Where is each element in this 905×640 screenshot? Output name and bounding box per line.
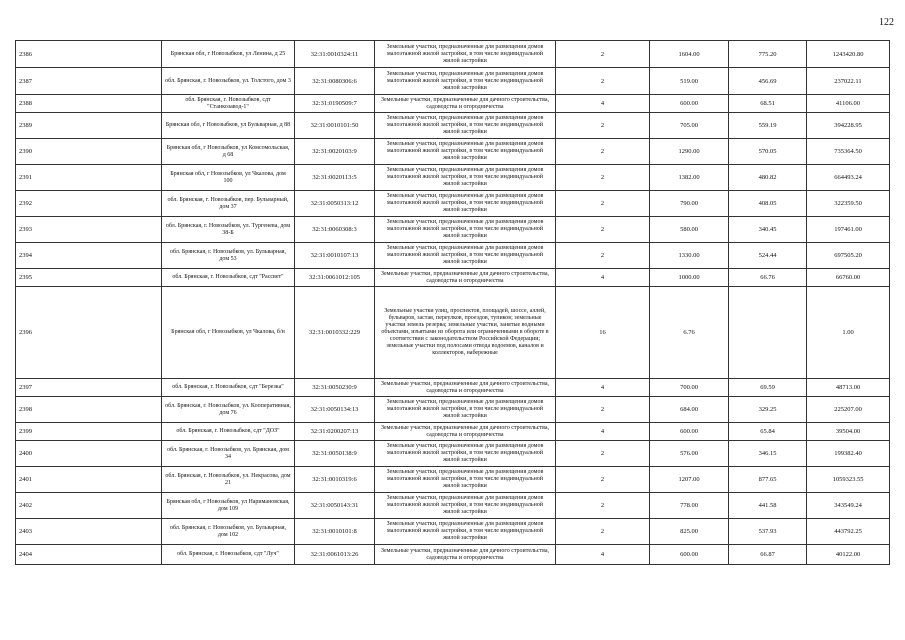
- address-cell: обл. Брянская, г. Новозыбков, ул. Кооперативная, дом 76: [162, 397, 295, 423]
- table-row: [16, 68, 890, 95]
- table-row: [16, 139, 890, 165]
- group-cell: 4: [556, 95, 650, 113]
- table-row: [16, 493, 890, 519]
- specific-value-cell: 329.25: [729, 397, 807, 423]
- area-cell: 1382.00: [650, 165, 729, 191]
- group-cell: 2: [556, 191, 650, 217]
- specific-value-cell: 524.44: [729, 243, 807, 269]
- table-body: [16, 41, 890, 565]
- page-number: 122: [879, 17, 894, 28]
- area-cell: 825.00: [650, 519, 729, 545]
- specific-value-cell: 68.51: [729, 95, 807, 113]
- group-cell: 2: [556, 467, 650, 493]
- group-cell: 4: [556, 269, 650, 287]
- table-row: [16, 191, 890, 217]
- group-cell: 2: [556, 139, 650, 165]
- land-use-cell: Земельные участки, предназначенные для размещения домов малоэтажной жилой застройки, в том числе индивидуальной жилой застройки: [375, 68, 556, 95]
- land-use-cell: Земельные участки, предназначенные для размещения домов малоэтажной жилой застройки, в том числе индивидуальной жилой застройки: [375, 519, 556, 545]
- specific-value-cell: 456.69: [729, 68, 807, 95]
- land-use-cell: Земельные участки, предназначенные для дачного строительства, садоводства и огородничества: [375, 545, 556, 565]
- cadastral-number-cell: 32:31:0020113:5: [295, 165, 375, 191]
- cadastral-value-cell: 735364.50: [807, 139, 890, 165]
- land-use-cell: Земельные участки, предназначенные для размещения домов малоэтажной жилой застройки, в том числе индивидуальной жилой застройки: [375, 397, 556, 423]
- row-number-cell: 2389: [16, 113, 162, 139]
- row-number-cell: 2395: [16, 269, 162, 287]
- row-number-cell: 2403: [16, 519, 162, 545]
- cadastral-value-cell: 41106.00: [807, 95, 890, 113]
- cadastral-value-cell: 394228.95: [807, 113, 890, 139]
- specific-value-cell: 346.15: [729, 441, 807, 467]
- land-use-cell: Земельные участки, предназначенные для размещения домов малоэтажной жилой застройки, в том числе индивидуальной жилой застройки: [375, 217, 556, 243]
- land-use-cell: Земельные участки, предназначенные для дачного строительства, садоводства и огородничества: [375, 423, 556, 441]
- cadastral-number-cell: 32:31:0010107:13: [295, 243, 375, 269]
- cadastral-value-cell: 48713.00: [807, 379, 890, 397]
- area-cell: 576.00: [650, 441, 729, 467]
- land-use-cell: Земельные участки, предназначенные для размещения домов малоэтажной жилой застройки, в том числе индивидуальной жилой застройки: [375, 113, 556, 139]
- cadastral-value-cell: 343549.24: [807, 493, 890, 519]
- specific-value-cell: 480.82: [729, 165, 807, 191]
- area-cell: 700.00: [650, 379, 729, 397]
- table-row: [16, 441, 890, 467]
- land-use-cell: Земельные участки, предназначенные для размещения домов малоэтажной жилой застройки, в том числе индивидуальной жилой застройки: [375, 191, 556, 217]
- land-use-cell: Земельные участки, предназначенные для дачного строительства, садоводства и огородничества: [375, 95, 556, 113]
- area-cell: 600.00: [650, 95, 729, 113]
- address-cell: обл. Брянская, г. Новозыбков, ул. Бульварная, дом 102: [162, 519, 295, 545]
- table-row: [16, 519, 890, 545]
- cadastral-number-cell: 32:31:0010319:6: [295, 467, 375, 493]
- area-cell: 684.00: [650, 397, 729, 423]
- cadastral-number-cell: 32:31:0050138:9: [295, 441, 375, 467]
- cadastral-value-cell: 1.00: [807, 287, 890, 379]
- group-cell: 4: [556, 379, 650, 397]
- land-use-cell: Земельные участки улиц, проспектов, площадей, шоссе, аллей, бульваров, застав, переулков, проездов, тупиков; земельные участки земель резерва; земельные участки, занятые водными объектами, изъятыми из оборота или ограниченными в обороте в соответствии с законодательством Российской Федерации; земельные участки под полосами отвода водоемов, каналов и коллекторов, набережные: [375, 287, 556, 379]
- land-use-cell: Земельные участки, предназначенные для размещения домов малоэтажной жилой застройки, в том числе индивидуальной жилой застройки: [375, 467, 556, 493]
- cadastral-value-cell: 664493.24: [807, 165, 890, 191]
- group-cell: 2: [556, 519, 650, 545]
- table-row: [16, 467, 890, 493]
- cadastral-value-cell: 39504.00: [807, 423, 890, 441]
- area-cell: 1290.00: [650, 139, 729, 165]
- row-number-cell: 2386: [16, 41, 162, 68]
- cadastral-value-cell: 225207.00: [807, 397, 890, 423]
- address-cell: обл. Брянская, г. Новозыбков, ул. Некрасова, дом 21: [162, 467, 295, 493]
- area-cell: 580.00: [650, 217, 729, 243]
- group-cell: 2: [556, 41, 650, 68]
- address-cell: обл. Брянская, г. Новозыбков, сдт "Рассвет": [162, 269, 295, 287]
- group-cell: 4: [556, 545, 650, 565]
- area-cell: 519.00: [650, 68, 729, 95]
- land-use-cell: Земельные участки, предназначенные для размещения домов малоэтажной жилой застройки, в том числе индивидуальной жилой застройки: [375, 165, 556, 191]
- cadastral-number-cell: 32:31:0050230:9: [295, 379, 375, 397]
- cadastral-number-cell: 32:31:0190509:7: [295, 95, 375, 113]
- group-cell: 2: [556, 165, 650, 191]
- specific-value-cell: 775.20: [729, 41, 807, 68]
- row-number-cell: 2391: [16, 165, 162, 191]
- group-cell: 2: [556, 68, 650, 95]
- row-number-cell: 2399: [16, 423, 162, 441]
- table-row: [16, 423, 890, 441]
- cadastral-number-cell: 32:31:0020103:9: [295, 139, 375, 165]
- address-cell: Брянская обл, г Новозыбков, ул Чкалова, б/н: [162, 287, 295, 379]
- cadastral-number-cell: 32:31:0050313:12: [295, 191, 375, 217]
- specific-value-cell: 66.76: [729, 269, 807, 287]
- land-use-cell: Земельные участки, предназначенные для дачного строительства, садоводства и огородничества: [375, 379, 556, 397]
- specific-value-cell: 66.87: [729, 545, 807, 565]
- table-row: [16, 113, 890, 139]
- address-cell: обл. Брянская, г. Новозыбков, сдт "Станкозавод-1": [162, 95, 295, 113]
- group-cell: 2: [556, 243, 650, 269]
- area-cell: 600.00: [650, 545, 729, 565]
- group-cell: 2: [556, 441, 650, 467]
- specific-value-cell: 69.59: [729, 379, 807, 397]
- specific-value-cell: 570.05: [729, 139, 807, 165]
- row-number-cell: 2396: [16, 287, 162, 379]
- cadastral-number-cell: 32:31:0050143:31: [295, 493, 375, 519]
- cadastral-number-cell: 32:31:0060308:3: [295, 217, 375, 243]
- row-number-cell: 2404: [16, 545, 162, 565]
- table-row: [16, 287, 890, 379]
- row-number-cell: 2394: [16, 243, 162, 269]
- cadastral-number-cell: 32:31:0061013:26: [295, 545, 375, 565]
- row-number-cell: 2397: [16, 379, 162, 397]
- cadastral-value-cell: 322359.50: [807, 191, 890, 217]
- group-cell: 2: [556, 217, 650, 243]
- specific-value-cell: 65.84: [729, 423, 807, 441]
- group-cell: 2: [556, 493, 650, 519]
- row-number-cell: 2387: [16, 68, 162, 95]
- table-row: [16, 397, 890, 423]
- table-row: [16, 165, 890, 191]
- address-cell: обл. Брянская, г. Новозыбков, сдт "Луч": [162, 545, 295, 565]
- land-use-cell: Земельные участки, предназначенные для размещения домов малоэтажной жилой застройки, в том числе индивидуальной жилой застройки: [375, 139, 556, 165]
- group-cell: 2: [556, 113, 650, 139]
- cadastral-number-cell: 32:31:0010324:11: [295, 41, 375, 68]
- cadastral-value-cell: 1243420.80: [807, 41, 890, 68]
- group-cell: 4: [556, 423, 650, 441]
- specific-value-cell: 408.05: [729, 191, 807, 217]
- cadastral-number-cell: 32:31:0010101:8: [295, 519, 375, 545]
- cadastral-value-table: [15, 40, 890, 565]
- row-number-cell: 2388: [16, 95, 162, 113]
- area-cell: 790.00: [650, 191, 729, 217]
- row-number-cell: 2392: [16, 191, 162, 217]
- row-number-cell: 2398: [16, 397, 162, 423]
- specific-value-cell: 441.58: [729, 493, 807, 519]
- area-cell: 600.00: [650, 423, 729, 441]
- area-cell: 1207.00: [650, 467, 729, 493]
- cadastral-value-cell: 697505.20: [807, 243, 890, 269]
- table-row: [16, 95, 890, 113]
- area-cell: 1330.00: [650, 243, 729, 269]
- address-cell: обл. Брянская, г. Новозыбков, ул. Толстого, дом 3: [162, 68, 295, 95]
- cadastral-number-cell: 32:31:0010332:229: [295, 287, 375, 379]
- address-cell: Брянская обл, г Новозыбков, ул Бульварная, д 88: [162, 113, 295, 139]
- land-use-cell: Земельные участки, предназначенные для размещения домов малоэтажной жилой застройки, в том числе индивидуальной жилой застройки: [375, 243, 556, 269]
- group-cell: 16: [556, 287, 650, 379]
- specific-value-cell: 877.65: [729, 467, 807, 493]
- cadastral-number-cell: 32:31:0080306:6: [295, 68, 375, 95]
- address-cell: обл. Брянская, г. Новозыбков, ул. Бульварная, дом 53: [162, 243, 295, 269]
- address-cell: обл. Брянская, г. Новозыбков, ул. Брянская, дом 34: [162, 441, 295, 467]
- cadastral-number-cell: 32:31:0050134:13: [295, 397, 375, 423]
- cadastral-value-cell: 199382.40: [807, 441, 890, 467]
- address-cell: обл. Брянская, г. Новозыбков, пер. Бульварный, дом 37: [162, 191, 295, 217]
- address-cell: Брянская обл, г Новозыбков, ул Чкалова, дом 100: [162, 165, 295, 191]
- table-row: [16, 243, 890, 269]
- land-use-cell: Земельные участки, предназначенные для размещения домов малоэтажной жилой застройки, в том числе индивидуальной жилой застройки: [375, 441, 556, 467]
- cadastral-number-cell: 32:31:0061012:105: [295, 269, 375, 287]
- cadastral-value-cell: 1059323.55: [807, 467, 890, 493]
- specific-value-cell: 559.19: [729, 113, 807, 139]
- table-row: [16, 217, 890, 243]
- cadastral-value-cell: 197461.00: [807, 217, 890, 243]
- address-cell: Брянская обл, г Новозыбков, ул Ленина, д 25: [162, 41, 295, 68]
- table-row: [16, 545, 890, 565]
- address-cell: обл. Брянская, г. Новозыбков, сдт "Березка": [162, 379, 295, 397]
- cadastral-number-cell: 32:31:0010101:50: [295, 113, 375, 139]
- area-cell: 1604.00: [650, 41, 729, 68]
- address-cell: обл. Брянская, г. Новозыбков, ул. Тургенева, дом 38-Б: [162, 217, 295, 243]
- area-cell: 6.76: [650, 287, 729, 379]
- cadastral-value-cell: 66760.00: [807, 269, 890, 287]
- table-row: [16, 269, 890, 287]
- table-row: [16, 41, 890, 68]
- specific-value-cell: 537.93: [729, 519, 807, 545]
- address-cell: Брянская обл, г Новозыбков, ул Наримановская, дом 109: [162, 493, 295, 519]
- row-number-cell: 2402: [16, 493, 162, 519]
- row-number-cell: 2390: [16, 139, 162, 165]
- table-row: [16, 379, 890, 397]
- cadastral-value-cell: 40122.00: [807, 545, 890, 565]
- area-cell: 1000.00: [650, 269, 729, 287]
- address-cell: обл. Брянская, г. Новозыбков, сдт "ДОЗ": [162, 423, 295, 441]
- row-number-cell: 2400: [16, 441, 162, 467]
- group-cell: 2: [556, 397, 650, 423]
- land-use-cell: Земельные участки, предназначенные для размещения домов малоэтажной жилой застройки, в том числе индивидуальной жилой застройки: [375, 41, 556, 68]
- address-cell: Брянская обл, г Новозыбков, ул Комсомольская, д 68: [162, 139, 295, 165]
- specific-value-cell: 340.45: [729, 217, 807, 243]
- cadastral-number-cell: 32:31:0200207:13: [295, 423, 375, 441]
- row-number-cell: 2401: [16, 467, 162, 493]
- row-number-cell: 2393: [16, 217, 162, 243]
- specific-value-cell: [729, 287, 807, 379]
- land-use-cell: Земельные участки, предназначенные для дачного строительства, садоводства и огородничества: [375, 269, 556, 287]
- cadastral-value-cell: 443792.25: [807, 519, 890, 545]
- cadastral-value-cell: 237022.11: [807, 68, 890, 95]
- area-cell: 778.00: [650, 493, 729, 519]
- area-cell: 705.00: [650, 113, 729, 139]
- land-use-cell: Земельные участки, предназначенные для размещения домов малоэтажной жилой застройки, в том числе индивидуальной жилой застройки: [375, 493, 556, 519]
